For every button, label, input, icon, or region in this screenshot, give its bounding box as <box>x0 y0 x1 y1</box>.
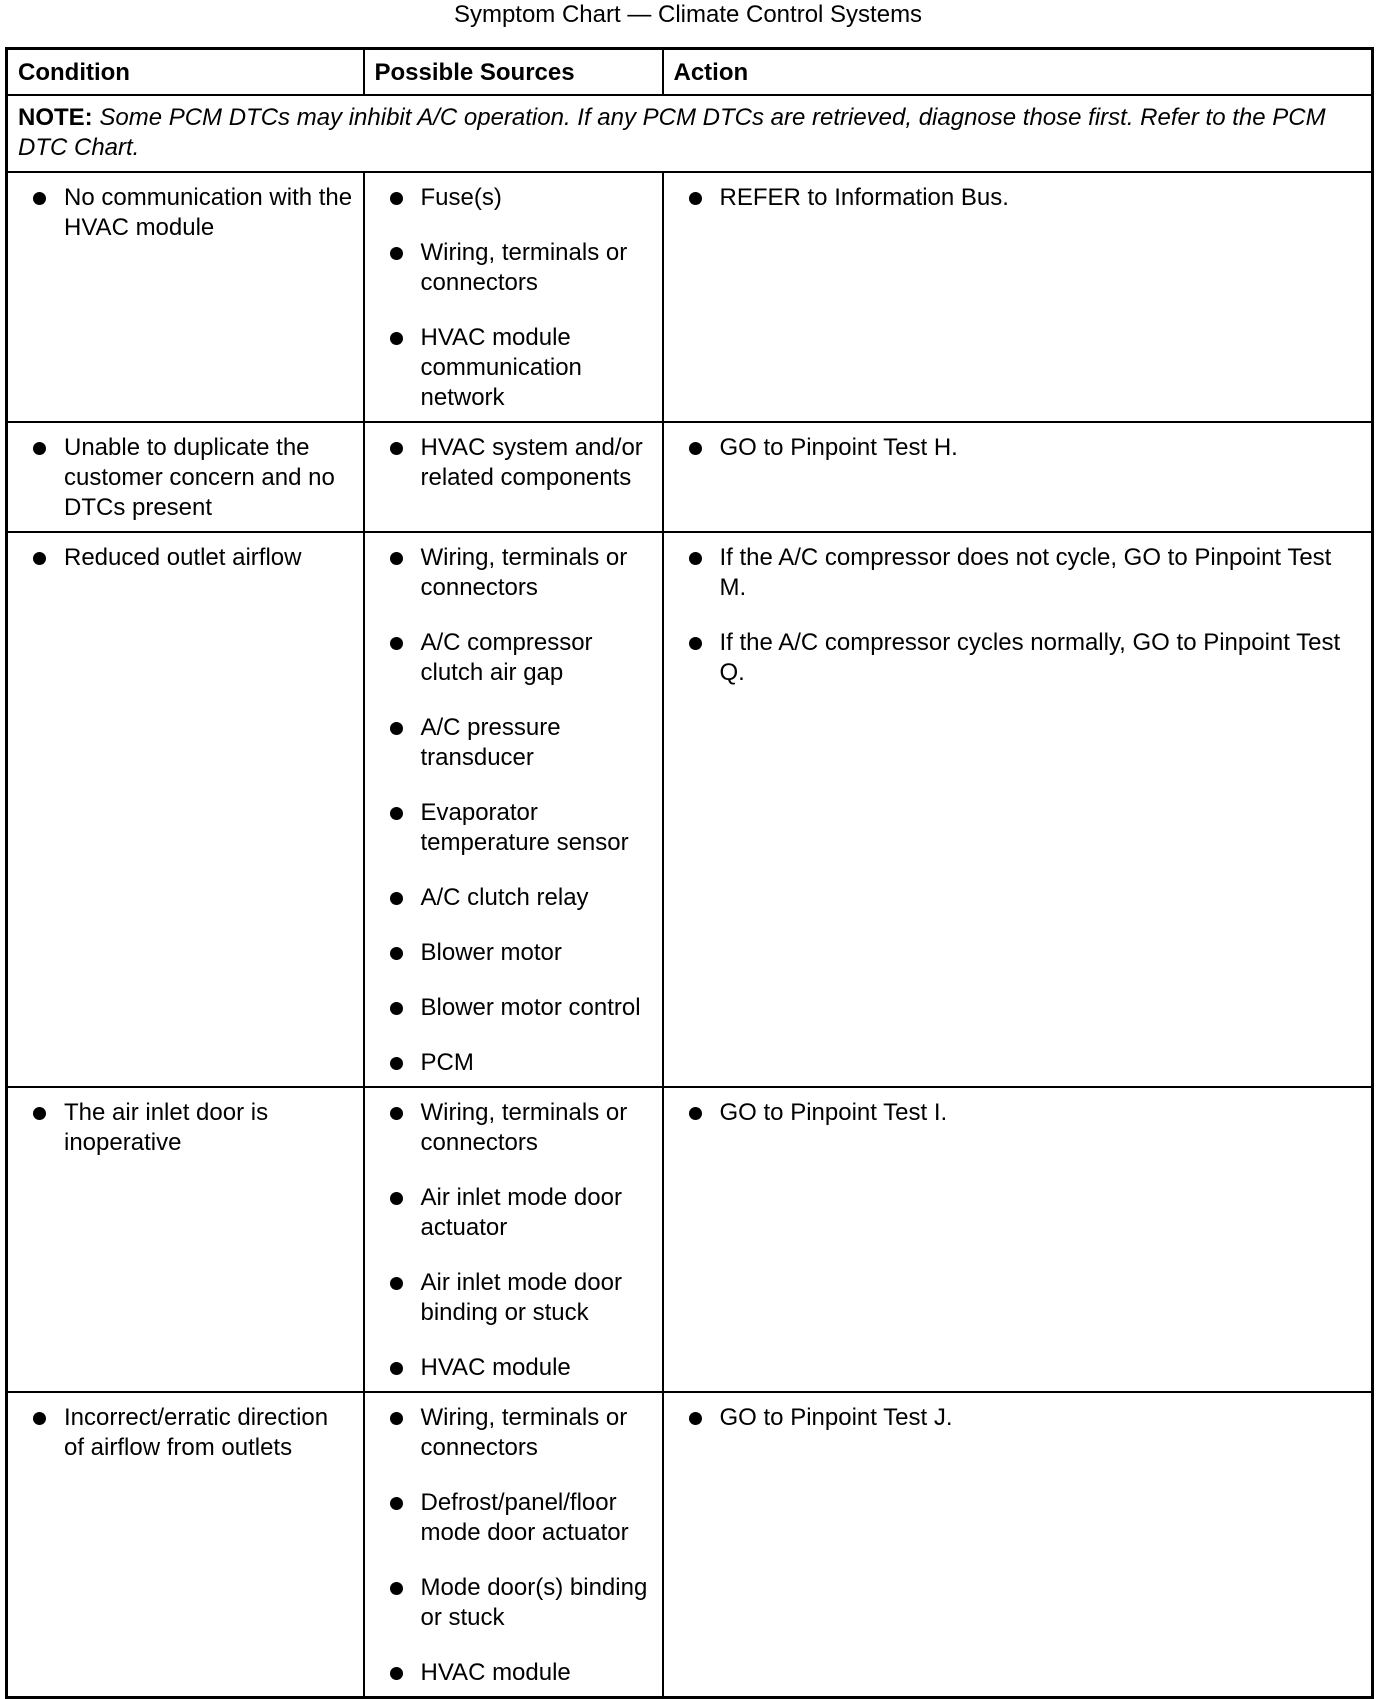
action-item <box>687 183 1364 213</box>
bullet-icon <box>390 1362 403 1375</box>
condition-text: No communication with the HVAC module <box>64 184 353 241</box>
action-list <box>687 433 1364 463</box>
bullet-icon <box>689 1412 702 1425</box>
header-condition: Condition <box>7 49 364 96</box>
condition-text: The air inlet door is inoperative <box>64 1099 269 1156</box>
action-item <box>687 433 1364 463</box>
bullet-icon <box>390 637 403 650</box>
action-text: If the A/C compressor does not cycle, GO to Pinpoint Test M. <box>719 544 1332 601</box>
bullet-icon <box>689 442 702 455</box>
possible-source-list <box>388 433 654 493</box>
table-row <box>7 1392 1373 1698</box>
condition-item <box>31 543 355 573</box>
possible-source-text: Evaporator temperature sensor <box>420 799 629 856</box>
bullet-icon <box>33 192 46 205</box>
bullet-icon <box>33 442 46 455</box>
table-row <box>7 1087 1373 1392</box>
bullet-icon <box>390 1277 403 1290</box>
bullet-icon <box>689 637 702 650</box>
possible-source-item <box>388 883 654 913</box>
action-item <box>687 543 1364 603</box>
possible-source-text: Fuse(s) <box>420 184 502 211</box>
table-row <box>7 532 1373 1087</box>
bullet-icon <box>390 442 403 455</box>
possible-source-text: Wiring, terminals or connectors <box>420 1099 628 1156</box>
possible-source-text: Mode door(s) binding or stuck <box>420 1574 648 1631</box>
bullet-icon <box>390 247 403 260</box>
condition-item <box>31 1403 355 1463</box>
bullet-icon <box>689 192 702 205</box>
bullet-icon <box>33 1107 46 1120</box>
bullet-icon <box>390 807 403 820</box>
possible-source-text: Air inlet mode door actuator <box>420 1184 622 1241</box>
bullet-icon <box>390 722 403 735</box>
possible-source-item <box>388 938 654 968</box>
bullet-icon <box>390 1582 403 1595</box>
possible-source-text: A/C clutch relay <box>420 884 589 911</box>
note-cell <box>7 95 1373 172</box>
possible-source-item <box>388 1488 654 1548</box>
possible-source-list <box>388 1098 654 1383</box>
possible-source-item <box>388 1183 654 1243</box>
bullet-icon <box>390 892 403 905</box>
condition-item <box>31 183 355 243</box>
condition-cell <box>7 1392 364 1698</box>
possible-source-cell <box>364 1392 663 1698</box>
possible-source-item <box>388 238 654 298</box>
possible-source-item <box>388 1658 654 1688</box>
condition-text: Reduced outlet airflow <box>64 544 302 571</box>
condition-cell <box>7 532 364 1087</box>
bullet-icon <box>33 552 46 565</box>
header-possible-sources: Possible Sources <box>364 49 663 96</box>
note-text: Some PCM DTCs may inhibit A/C operation. If any PCM DTCs are retrieved, diagnose those first. Refer to the PCM DTC Chart. <box>18 104 1326 161</box>
possible-source-cell <box>364 1087 663 1392</box>
header-action: Action <box>663 49 1373 96</box>
possible-source-item <box>388 798 654 858</box>
possible-source-cell <box>364 172 663 422</box>
possible-source-list <box>388 183 654 413</box>
possible-source-item <box>388 323 654 413</box>
action-item <box>687 1098 1364 1128</box>
action-cell <box>663 1392 1373 1698</box>
condition-text: Incorrect/erratic direction of airflow from outlets <box>64 1404 329 1461</box>
bullet-icon <box>390 1002 403 1015</box>
possible-source-list <box>388 1403 654 1688</box>
possible-source-text: Wiring, terminals or connectors <box>420 544 628 601</box>
bullet-icon <box>390 332 403 345</box>
possible-source-text: Wiring, terminals or connectors <box>420 1404 628 1461</box>
bullet-icon <box>390 552 403 565</box>
possible-source-item <box>388 1353 654 1383</box>
bullet-icon <box>390 947 403 960</box>
possible-source-item <box>388 1048 654 1078</box>
possible-source-item <box>388 628 654 688</box>
bullet-icon <box>390 1667 403 1680</box>
action-cell <box>663 172 1373 422</box>
possible-source-item <box>388 1573 654 1633</box>
possible-source-text: HVAC module <box>420 1659 571 1686</box>
condition-item <box>31 433 355 523</box>
note-row <box>7 95 1373 172</box>
condition-list <box>31 1403 355 1463</box>
action-item <box>687 1403 1364 1433</box>
condition-list <box>31 543 355 573</box>
action-text: GO to Pinpoint Test J. <box>719 1404 953 1431</box>
possible-source-text: Air inlet mode door binding or stuck <box>420 1269 622 1326</box>
bullet-icon <box>390 1497 403 1510</box>
condition-list <box>31 1098 355 1158</box>
possible-source-cell <box>364 532 663 1087</box>
bullet-icon <box>689 1107 702 1120</box>
bullet-icon <box>689 552 702 565</box>
possible-source-text: HVAC module communication network <box>420 324 582 411</box>
bullet-icon <box>390 1057 403 1070</box>
possible-source-item <box>388 993 654 1023</box>
symptom-table <box>5 47 1374 1699</box>
possible-source-text: Wiring, terminals or connectors <box>420 239 628 296</box>
action-list <box>687 1098 1364 1128</box>
possible-source-text: Blower motor <box>420 939 562 966</box>
bullet-icon <box>390 1192 403 1205</box>
bullet-icon <box>390 1107 403 1120</box>
action-text: GO to Pinpoint Test H. <box>719 434 958 461</box>
action-cell <box>663 422 1373 532</box>
possible-source-text: HVAC system and/or related components <box>420 434 643 491</box>
possible-source-item <box>388 433 654 493</box>
condition-item <box>31 1098 355 1158</box>
table-row <box>7 422 1373 532</box>
possible-source-text: PCM <box>420 1049 474 1076</box>
action-text: REFER to Information Bus. <box>719 184 1009 211</box>
possible-source-list <box>388 543 654 1078</box>
bullet-icon <box>390 192 403 205</box>
possible-source-item <box>388 1098 654 1158</box>
condition-list <box>31 433 355 523</box>
bullet-icon <box>33 1412 46 1425</box>
condition-text: Unable to duplicate the customer concern and no DTCs present <box>64 434 335 521</box>
possible-source-item <box>388 183 654 213</box>
possible-source-text: A/C compressor clutch air gap <box>420 629 593 686</box>
possible-source-cell <box>364 422 663 532</box>
possible-source-item <box>388 1403 654 1463</box>
possible-source-item <box>388 543 654 603</box>
possible-source-text: Blower motor control <box>420 994 641 1021</box>
possible-source-text: A/C pressure transducer <box>420 714 561 771</box>
condition-cell <box>7 172 364 422</box>
possible-source-text: HVAC module <box>420 1354 571 1381</box>
action-cell <box>663 1087 1373 1392</box>
condition-cell <box>7 422 364 532</box>
condition-cell <box>7 1087 364 1392</box>
condition-list <box>31 183 355 243</box>
possible-source-item <box>388 1268 654 1328</box>
action-list <box>687 183 1364 213</box>
chart-title: Symptom Chart — Climate Control Systems <box>453 1 923 28</box>
action-list <box>687 543 1364 688</box>
action-text: GO to Pinpoint Test I. <box>719 1099 948 1126</box>
possible-source-text: Defrost/panel/floor mode door actuator <box>420 1489 629 1546</box>
possible-source-item <box>388 713 654 773</box>
note-label: NOTE: <box>18 104 93 131</box>
action-item <box>687 628 1364 688</box>
bullet-icon <box>390 1412 403 1425</box>
table-row <box>7 172 1373 422</box>
header-row <box>7 49 1373 96</box>
action-list <box>687 1403 1364 1433</box>
action-text: If the A/C compressor cycles normally, GO to Pinpoint Test Q. <box>719 629 1341 686</box>
action-cell <box>663 532 1373 1087</box>
